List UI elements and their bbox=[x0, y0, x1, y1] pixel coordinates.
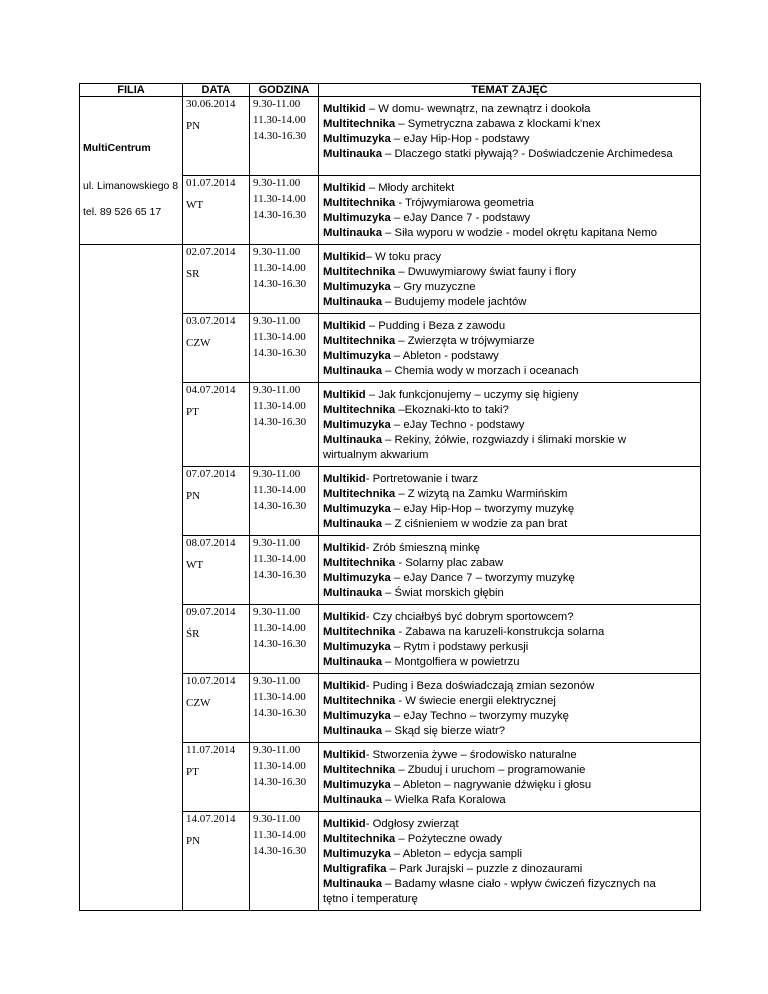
weekday: ŚR bbox=[186, 628, 200, 640]
topic-line bbox=[323, 487, 698, 502]
topic-label: Multitechnika bbox=[323, 197, 396, 209]
time-cell bbox=[250, 97, 319, 176]
topic-text: –Ekoznaki-kto to taki? bbox=[395, 404, 509, 416]
weekday: PN bbox=[186, 835, 201, 847]
topic-line bbox=[323, 541, 698, 556]
topic-text: - W świecie energii elektrycznej bbox=[395, 695, 556, 707]
topic-line bbox=[323, 334, 698, 349]
date: 07.07.2014 bbox=[186, 468, 236, 480]
topic-label: Multikid bbox=[323, 680, 366, 692]
topic-line bbox=[323, 847, 698, 862]
topic-text: – Gry muzyczne bbox=[390, 281, 476, 293]
topic-label: Multinauka bbox=[323, 148, 382, 160]
topic-label: Multinauka bbox=[323, 434, 382, 446]
time-slot: 11.30-14.00 bbox=[253, 829, 306, 841]
time-slot: 9.30-11.00 bbox=[253, 384, 301, 396]
topic-label: Multimuzyka bbox=[323, 779, 391, 791]
time-slot: 9.30-11.00 bbox=[253, 744, 301, 756]
date-cell bbox=[183, 467, 250, 536]
time-slot: 14.30-16.30 bbox=[253, 707, 307, 719]
day-row bbox=[80, 97, 701, 176]
time-slot: 11.30-14.00 bbox=[253, 262, 306, 274]
topic-label: Multimuzyka bbox=[323, 419, 391, 431]
branch-cell-empty bbox=[80, 245, 183, 911]
topic-text: – Zwierzęta w trójwymiarze bbox=[395, 335, 535, 347]
topic-line bbox=[323, 295, 698, 310]
topic-label: Multitechnika bbox=[323, 404, 396, 416]
topic-continuation: tętno i temperaturę bbox=[323, 893, 418, 905]
topic-label: Multimuzyka bbox=[323, 641, 391, 653]
time-slot: 9.30-11.00 bbox=[253, 177, 301, 189]
topic-line bbox=[323, 748, 698, 763]
topic-label: Multinauka bbox=[323, 518, 382, 530]
time-cell bbox=[250, 536, 319, 605]
topic-text: – W domu- wewnątrz, na zewnątrz i dookoła bbox=[365, 103, 591, 115]
topic-line bbox=[323, 181, 698, 196]
time-slot: 14.30-16.30 bbox=[253, 845, 307, 857]
topic-label: Multikid bbox=[323, 389, 366, 401]
topic-line bbox=[323, 364, 698, 379]
topic-text: – Ableton – nagrywanie dźwięku i głosu bbox=[390, 779, 592, 791]
topic-cell bbox=[319, 467, 701, 536]
topic-text: – Pożyteczne owady bbox=[395, 833, 502, 845]
date-cell bbox=[183, 383, 250, 467]
topic-line bbox=[323, 280, 698, 295]
date-cell bbox=[183, 97, 250, 176]
topic-line bbox=[323, 793, 698, 808]
topic-line bbox=[323, 211, 698, 226]
topic-text: – Rekiny, żółwie, rozgwiazdy i ślimaki morskie w bbox=[382, 434, 626, 446]
time-slot: 11.30-14.00 bbox=[253, 760, 306, 772]
date: 04.07.2014 bbox=[186, 384, 236, 396]
topic-label: Multikid bbox=[323, 251, 366, 263]
topic-text: – Park Jurajski – puzzle z dinozaurami bbox=[386, 863, 583, 875]
topic-line bbox=[323, 679, 698, 694]
topic-label: Multinauka bbox=[323, 794, 382, 806]
topic-text: – Pudding i Beza z zawodu bbox=[365, 320, 506, 332]
schedule-table bbox=[79, 83, 701, 911]
topic-label: Multikid bbox=[323, 611, 366, 623]
topic-label: Multitechnika bbox=[323, 557, 396, 569]
topic-text: – eJay Dance 7 – tworzymy muzykę bbox=[390, 572, 575, 584]
topic-text: - Zabawa na karuzeli-konstrukcja solarna bbox=[395, 626, 605, 638]
topic-text: - Odgłosy zwierząt bbox=[365, 818, 459, 830]
topic-text: – eJay Techno – tworzymy muzykę bbox=[390, 710, 569, 722]
time-cell bbox=[250, 743, 319, 812]
time-slot: 11.30-14.00 bbox=[253, 691, 306, 703]
topic-label: Multitechnika bbox=[323, 488, 396, 500]
day-row bbox=[80, 245, 701, 314]
time-cell bbox=[250, 605, 319, 674]
topic-continuation: wirtualnym akwarium bbox=[323, 449, 429, 461]
topic-line bbox=[323, 502, 698, 517]
time-slot: 14.30-16.30 bbox=[253, 638, 307, 650]
topic-label: Multitechnika bbox=[323, 626, 396, 638]
date: 09.07.2014 bbox=[186, 606, 236, 618]
topic-label: Multimuzyka bbox=[323, 350, 391, 362]
topic-line bbox=[323, 778, 698, 793]
topic-text: - Stworzenia żywe – środowisko naturalne bbox=[365, 749, 577, 761]
topic-label: Multikid bbox=[323, 103, 366, 115]
branch-phone: tel. 89 526 65 17 bbox=[83, 206, 162, 218]
date: 11.07.2014 bbox=[186, 744, 236, 756]
topic-text: – Badamy własne ciało - wpływ ćwiczeń fizycznych na bbox=[382, 878, 656, 890]
date: 10.07.2014 bbox=[186, 675, 236, 687]
topic-line bbox=[323, 319, 698, 334]
topic-text: – eJay Dance 7 - podstawy bbox=[390, 212, 531, 224]
topic-label: Multitechnika bbox=[323, 266, 396, 278]
date: 02.07.2014 bbox=[186, 246, 236, 258]
topic-text: – Rytm i podstawy perkusji bbox=[390, 641, 529, 653]
weekday: CZW bbox=[186, 697, 211, 709]
time-cell bbox=[250, 314, 319, 383]
topic-text: – Jak funkcjonujemy – uczymy się higieny bbox=[365, 389, 579, 401]
topic-text: - Solarny plac zabaw bbox=[395, 557, 504, 569]
topic-text: – Skąd się bierze wiatr? bbox=[382, 725, 506, 737]
header-row bbox=[80, 84, 701, 97]
topic-label: Multimuzyka bbox=[323, 133, 391, 145]
topic-text: – eJay Techno - podstawy bbox=[390, 419, 525, 431]
time-cell bbox=[250, 383, 319, 467]
topic-cell bbox=[319, 812, 701, 911]
branch-address: ul. Limanowskiego 8 bbox=[83, 180, 179, 192]
date-cell bbox=[183, 812, 250, 911]
date-cell bbox=[183, 176, 250, 245]
time-slot: 9.30-11.00 bbox=[253, 675, 301, 687]
topic-line bbox=[323, 763, 698, 778]
time-cell bbox=[250, 674, 319, 743]
weekday: CZW bbox=[186, 337, 211, 349]
topic-line bbox=[323, 265, 698, 280]
topic-line bbox=[323, 226, 698, 241]
time-slot: 14.30-16.30 bbox=[253, 347, 307, 359]
topic-text: - Czy chciałbyś być dobrym sportowcem? bbox=[365, 611, 574, 623]
topic-label: Multitechnika bbox=[323, 695, 396, 707]
topic-cell bbox=[319, 383, 701, 467]
time-slot: 14.30-16.30 bbox=[253, 776, 307, 788]
topic-label: Multimuzyka bbox=[323, 281, 391, 293]
topic-text: - Puding i Beza doświadczają zmian sezonów bbox=[365, 680, 595, 692]
topic-line bbox=[323, 571, 698, 586]
topic-line bbox=[323, 610, 698, 625]
time-slot: 9.30-11.00 bbox=[253, 315, 301, 327]
topic-label: Multitechnika bbox=[323, 118, 396, 130]
weekday: PT bbox=[186, 766, 199, 778]
topic-label: Multinauka bbox=[323, 878, 382, 890]
topic-line bbox=[323, 709, 698, 724]
topic-text: – Wielka Rafa Koralowa bbox=[382, 794, 506, 806]
date-cell bbox=[183, 605, 250, 674]
weekday: WT bbox=[186, 559, 204, 571]
topic-line bbox=[323, 403, 698, 418]
topic-text: - Portretowanie i twarz bbox=[365, 473, 479, 485]
topic-line bbox=[323, 586, 698, 601]
topic-label: Multimuzyka bbox=[323, 212, 391, 224]
time-slot: 11.30-14.00 bbox=[253, 622, 306, 634]
topic-text: – eJay Hip-Hop - podstawy bbox=[390, 133, 530, 145]
topic-label: Multinauka bbox=[323, 296, 382, 308]
date: 08.07.2014 bbox=[186, 537, 236, 549]
topic-text: – Ableton - podstawy bbox=[390, 350, 499, 362]
time-slot: 11.30-14.00 bbox=[253, 331, 306, 343]
time-slot: 9.30-11.00 bbox=[253, 468, 301, 480]
time-slot: 11.30-14.00 bbox=[253, 114, 306, 126]
branch-cell bbox=[80, 97, 183, 245]
weekday: WT bbox=[186, 199, 204, 211]
topic-label: Multikid bbox=[323, 542, 366, 554]
time-cell bbox=[250, 467, 319, 536]
date-cell bbox=[183, 245, 250, 314]
topic-label: Multinauka bbox=[323, 365, 382, 377]
topic-text: – W toku pracy bbox=[365, 251, 442, 263]
topic-text: – Dlaczego statki pływają? - Doświadczenie Archimedesa bbox=[382, 148, 673, 160]
topic-line bbox=[323, 250, 698, 265]
topic-line bbox=[323, 196, 698, 211]
topic-cell bbox=[319, 674, 701, 743]
time-slot: 14.30-16.30 bbox=[253, 569, 307, 581]
date: 03.07.2014 bbox=[186, 315, 236, 327]
time-slot: 11.30-14.00 bbox=[253, 484, 306, 496]
branch-name: MultiCentrum bbox=[83, 142, 151, 154]
date: 14.07.2014 bbox=[186, 813, 236, 825]
topic-text: – Z wizytą na Zamku Warmińskim bbox=[395, 488, 568, 500]
weekday: SR bbox=[186, 268, 200, 280]
date: 30.06.2014 bbox=[186, 98, 236, 110]
topic-text: – Symetryczna zabawa z klockami k’nex bbox=[395, 118, 601, 130]
weekday: PN bbox=[186, 490, 201, 502]
header-date: DATA bbox=[183, 84, 250, 97]
topic-line bbox=[323, 724, 698, 739]
topic-line bbox=[323, 132, 698, 147]
time-slot: 9.30-11.00 bbox=[253, 537, 301, 549]
time-slot: 9.30-11.00 bbox=[253, 98, 301, 110]
topic-label: Multitechnika bbox=[323, 833, 396, 845]
time-slot: 9.30-11.00 bbox=[253, 606, 301, 618]
topic-label: Multikid bbox=[323, 320, 366, 332]
topic-label: Multinauka bbox=[323, 725, 382, 737]
topic-label: Multitechnika bbox=[323, 335, 396, 347]
topic-text: – Montgolfiera w powietrzu bbox=[382, 656, 520, 668]
topic-line bbox=[323, 817, 698, 832]
topic-label: Multinauka bbox=[323, 227, 382, 239]
topic-label: Multigrafika bbox=[323, 863, 387, 875]
time-slot: 14.30-16.30 bbox=[253, 209, 307, 221]
topic-label: Multinauka bbox=[323, 656, 382, 668]
topic-line bbox=[323, 418, 698, 433]
topic-line bbox=[323, 102, 698, 117]
topic-line bbox=[323, 556, 698, 571]
topic-text: - Zrób śmieszną minkę bbox=[365, 542, 480, 554]
topic-line bbox=[323, 472, 698, 487]
topic-cell bbox=[319, 743, 701, 812]
topic-label: Multinauka bbox=[323, 587, 382, 599]
weekday: PN bbox=[186, 120, 201, 132]
date-cell bbox=[183, 314, 250, 383]
topic-text: - Trójwymiarowa geometria bbox=[395, 197, 534, 209]
time-slot: 9.30-11.00 bbox=[253, 813, 301, 825]
topic-line bbox=[323, 625, 698, 640]
header-topic: TEMAT ZAJĘĆ bbox=[319, 84, 701, 97]
date-cell bbox=[183, 536, 250, 605]
time-cell bbox=[250, 245, 319, 314]
topic-text: – Młody architekt bbox=[365, 182, 455, 194]
date-cell bbox=[183, 674, 250, 743]
topic-text: – Świat morskich głębin bbox=[382, 587, 504, 599]
time-cell bbox=[250, 812, 319, 911]
topic-text: – Chemia wody w morzach i oceanach bbox=[382, 365, 579, 377]
topic-label: Multimuzyka bbox=[323, 710, 391, 722]
topic-line bbox=[323, 517, 698, 532]
topic-cell bbox=[319, 314, 701, 383]
topic-line bbox=[323, 147, 698, 162]
topic-cell bbox=[319, 176, 701, 245]
topic-text: – Budujemy modele jachtów bbox=[382, 296, 527, 308]
topic-line bbox=[323, 694, 698, 709]
time-slot: 14.30-16.30 bbox=[253, 416, 307, 428]
weekday: PT bbox=[186, 406, 199, 418]
topic-line bbox=[323, 832, 698, 847]
topic-text: – Ableton – edycja sampli bbox=[390, 848, 523, 860]
topic-label: Multimuzyka bbox=[323, 572, 391, 584]
topic-text: – Siła wyporu w wodzie - model okrętu kapitana Nemo bbox=[382, 227, 658, 239]
time-cell bbox=[250, 176, 319, 245]
header-branch: FILIA bbox=[80, 84, 183, 97]
topic-cell bbox=[319, 245, 701, 314]
topic-label: Multimuzyka bbox=[323, 503, 391, 515]
topic-label: Multikid bbox=[323, 749, 366, 761]
topic-line bbox=[323, 655, 698, 670]
topic-label: Multikid bbox=[323, 182, 366, 194]
time-slot: 9.30-11.00 bbox=[253, 246, 301, 258]
time-slot: 14.30-16.30 bbox=[253, 500, 307, 512]
time-slot: 14.30-16.30 bbox=[253, 278, 307, 290]
topic-line bbox=[323, 117, 698, 132]
topic-line bbox=[323, 349, 698, 364]
topic-cell bbox=[319, 97, 701, 176]
topic-line bbox=[323, 433, 698, 448]
topic-line bbox=[323, 877, 698, 892]
time-slot: 11.30-14.00 bbox=[253, 553, 306, 565]
header-time: GODZINA bbox=[250, 84, 319, 97]
date: 01.07.2014 bbox=[186, 177, 236, 189]
topic-cell bbox=[319, 536, 701, 605]
topic-text: – Z ciśnieniem w wodzie za pan brat bbox=[382, 518, 568, 530]
topic-label: Multikid bbox=[323, 473, 366, 485]
topic-cell bbox=[319, 605, 701, 674]
topic-text: – eJay Hip-Hop – tworzymy muzykę bbox=[390, 503, 575, 515]
time-slot: 11.30-14.00 bbox=[253, 400, 306, 412]
date-cell bbox=[183, 743, 250, 812]
topic-text: – Dwuwymiarowy świat fauny i flory bbox=[395, 266, 576, 278]
topic-line bbox=[323, 388, 698, 403]
topic-line bbox=[323, 640, 698, 655]
topic-text: – Zbuduj i uruchom – programowanie bbox=[395, 764, 586, 776]
topic-label: Multimuzyka bbox=[323, 848, 391, 860]
time-slot: 14.30-16.30 bbox=[253, 130, 307, 142]
topic-line bbox=[323, 862, 698, 877]
topic-label: Multitechnika bbox=[323, 764, 396, 776]
time-slot: 11.30-14.00 bbox=[253, 193, 306, 205]
topic-label: Multikid bbox=[323, 818, 366, 830]
